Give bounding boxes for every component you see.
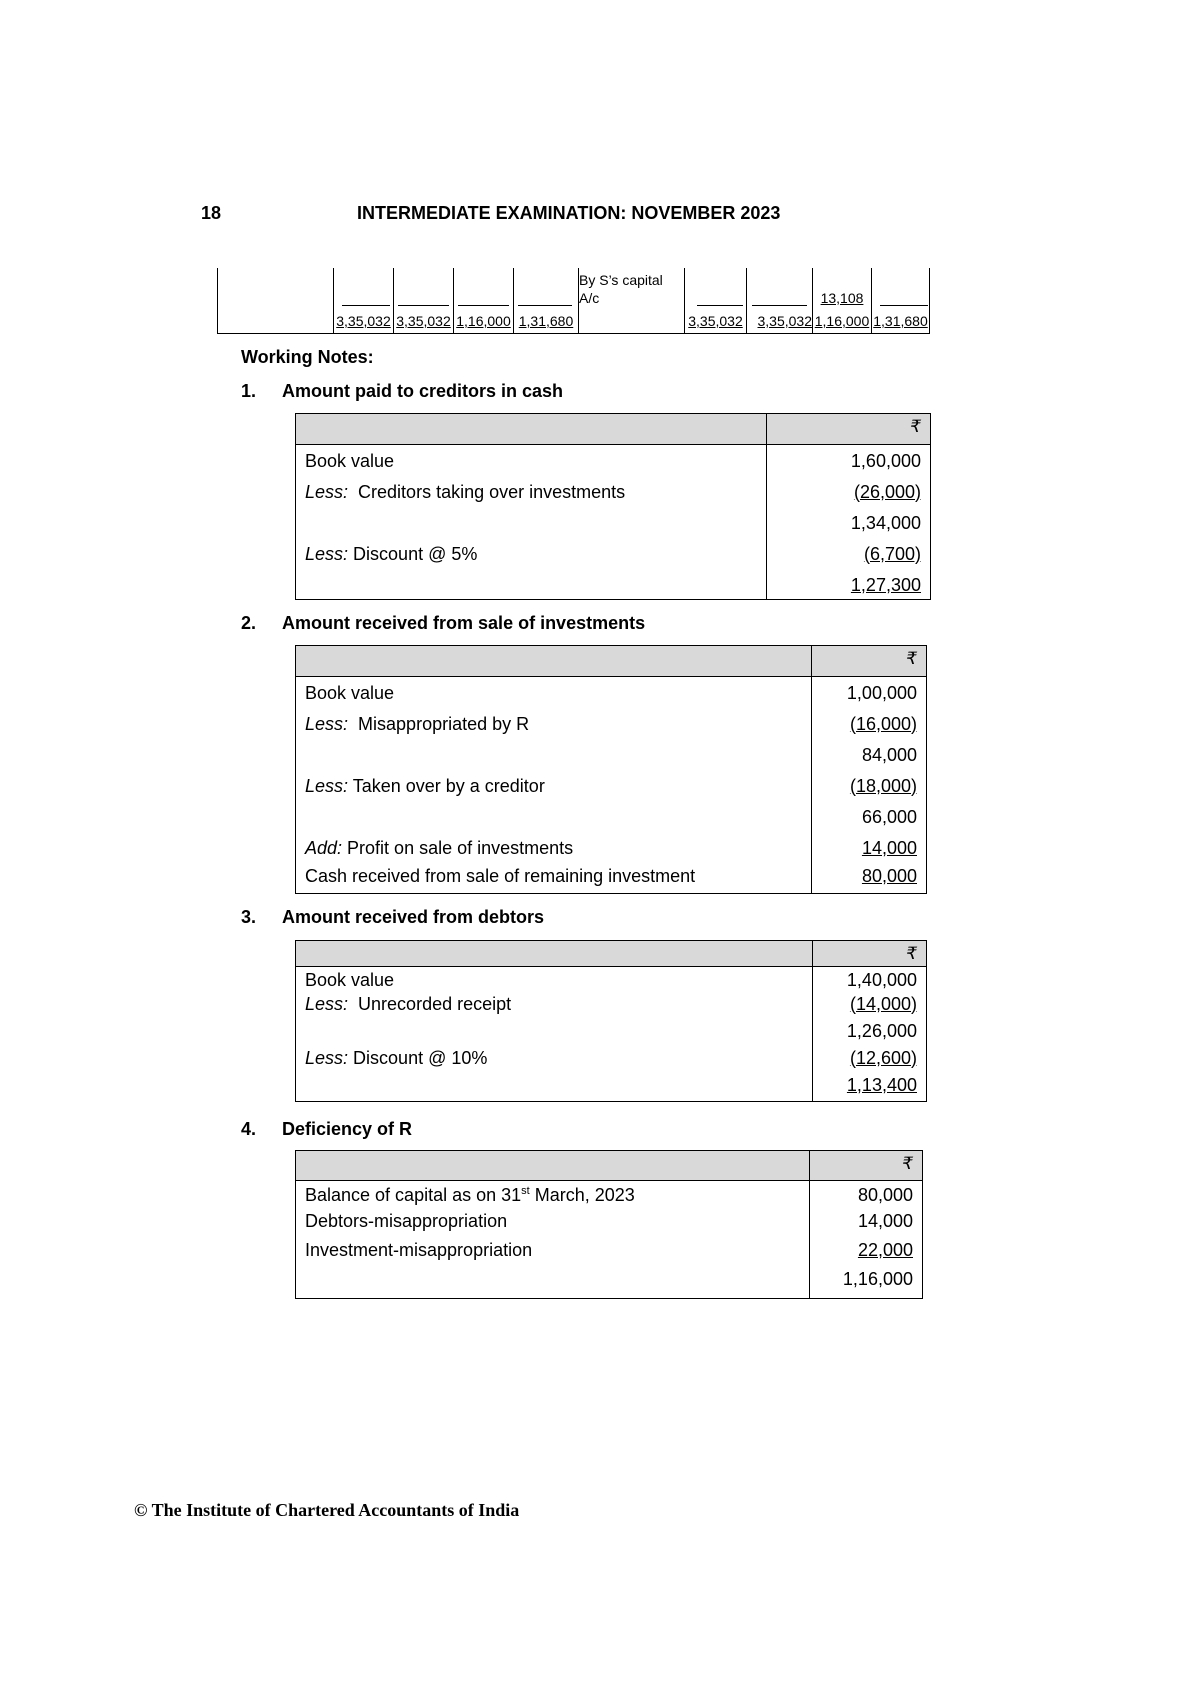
ledger-left-total-2: 3,35,032 (396, 313, 451, 329)
note-1-row-2-label: Creditors taking over investments (358, 481, 626, 502)
note-4-row-4-amount: 1,16,000 (810, 1269, 923, 1299)
working-notes-title: Working Notes: (241, 347, 374, 367)
note-2-row-4-label: Taken over by a creditor (352, 775, 545, 796)
ledger-right-total-1: 3,35,032 (688, 313, 743, 329)
note-4-row-3-label: Investment-misappropriation (305, 1239, 533, 1260)
note-4-row-3-amount: 22,000 (857, 1239, 913, 1260)
note-2-row-7-label: Cash received from sale of remaining investment (305, 865, 696, 886)
note-2-row-1-amount: 1,00,000 (812, 677, 927, 708)
page-number: 18 (201, 203, 222, 223)
note-2-title: Amount received from sale of investments (282, 613, 646, 633)
note-2-number: 2. (241, 613, 257, 633)
note-3-row-4-label: Discount @ 10% (353, 1047, 488, 1068)
note-2-row-6-label: Profit on sale of investments (347, 837, 574, 858)
note-4-row-2-amount: 14,000 (810, 1211, 923, 1240)
note-1-title: Amount paid to creditors in cash (282, 381, 564, 401)
ledger-left-total-1: 3,35,032 (336, 313, 391, 329)
note-3-row-5-amount: 1,13,400 (846, 1074, 917, 1095)
page-header-title: INTERMEDIATE EXAMINATION: NOVEMBER 2023 (357, 203, 781, 223)
note-4-number: 4. (241, 1119, 257, 1139)
note-3-number: 3. (241, 907, 257, 927)
note-3-row-3-amount: 1,26,000 (813, 1021, 927, 1048)
note-4-row-1-label: Balance of capital as on 31st March, 2023 (305, 1185, 635, 1205)
note-2-row-6-amount: 14,000 (861, 837, 917, 858)
note-1-row-2-amount: (26,000) (853, 481, 921, 502)
note-3-row-2-label: Unrecorded receipt (358, 993, 512, 1014)
note-1-table: ₹ Book value 1,60,000 Less: Creditors taking over investments (26,000) 1,34,000 Less: Discount @ 5% (6,700) 1,27,300 (295, 413, 931, 600)
note-1-row-5-amount: 1,27,300 (850, 574, 921, 595)
rupee-icon: ₹ (902, 1154, 913, 1173)
note-1-row-1-amount: 1,60,000 (767, 445, 931, 476)
rupee-icon: ₹ (910, 417, 921, 436)
note-4-table (295, 1150, 923, 1299)
note-2-row-2-amount: (16,000) (849, 713, 917, 734)
ledger-left-total-3: 1,16,000 (456, 313, 511, 329)
note-1-row-1-label: Book value (305, 451, 395, 471)
ledger-particular: By S’s capital A/c (579, 272, 663, 306)
note-4-row-1-amount: 80,000 (810, 1181, 923, 1211)
note-3-row-4-amount: (12,600) (849, 1047, 917, 1068)
note-2-row-1-label: Book value (305, 683, 395, 703)
note-3-table: ₹ Book value 1,40,000 Less: Unrecorded receipt (14,000) 1,26,000 Less: Discount @ 10% (12,600) 1,13,400 (295, 940, 927, 1102)
note-2-row-5-amount: 66,000 (812, 801, 927, 832)
note-3-row-1-label: Book value (305, 970, 395, 990)
note-1-number: 1. (241, 381, 257, 401)
note-2-row-4-amount: (18,000) (849, 775, 917, 796)
note-1-row-3-amount: 1,34,000 (767, 507, 931, 538)
copyright-footer: © The Institute of Chartered Accountants of India (134, 1500, 520, 1520)
ledger-right-entry: 13,108 (820, 290, 864, 306)
note-1-row-4-label: Discount @ 5% (353, 543, 478, 564)
note-3-row-1-amount: 1,40,000 (813, 967, 927, 994)
ledger-continuation (217, 268, 930, 334)
note-1-row-4-amount: (6,700) (863, 543, 921, 564)
rupee-icon: ₹ (906, 649, 917, 668)
note-3-title: Amount received from debtors (282, 907, 545, 927)
ledger-right-total-3: 1,16,000 (814, 313, 870, 329)
ledger-right-total-4: 1,31,680 (873, 313, 928, 329)
note-2-row-2-label: Misappropriated by R (358, 713, 530, 734)
ledger-left-total-4: 1,31,680 (518, 313, 574, 329)
note-2-row-3-amount: 84,000 (812, 739, 927, 770)
note-2-table: ₹ Book value 1,00,000 Less: Misappropriated by R (16,000) 84,000 Less: Taken over by a creditor (18,000) 66,000 Add: Profit on sale of investments 14,000 Cash received from sale of remaining investment 80,000 (295, 645, 927, 894)
note-4-row-2-label: Debtors-misappropriation (305, 1210, 508, 1231)
note-2-row-7-amount: 80,000 (861, 865, 917, 886)
ledger-right-total-2: 3,35,032 (757, 313, 812, 329)
note-3-row-2-amount: (14,000) (849, 993, 917, 1014)
rupee-icon: ₹ (906, 944, 917, 963)
note-4-title: Deficiency of R (282, 1119, 413, 1139)
